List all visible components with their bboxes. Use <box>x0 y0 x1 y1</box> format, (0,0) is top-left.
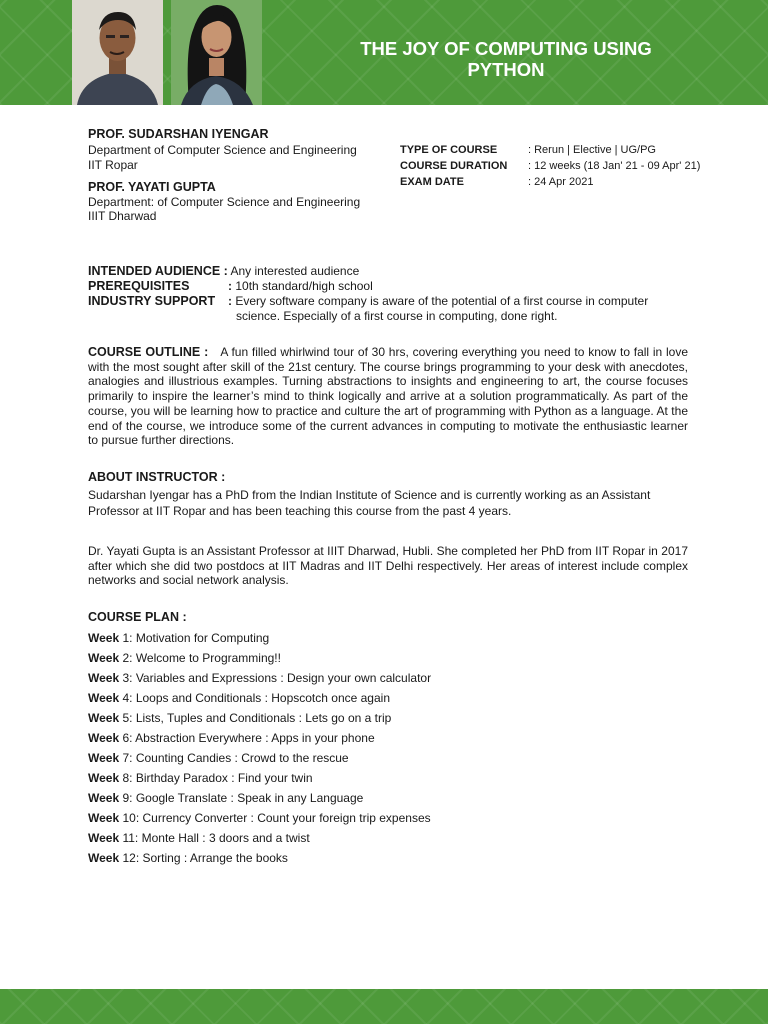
duration-value: : 12 weeks (18 Jan' 21 - 09 Apr' 21) <box>528 160 701 172</box>
week-word: Week <box>88 671 120 685</box>
week-word: Week <box>88 811 120 825</box>
footer-banner <box>0 989 768 1024</box>
plan-label: COURSE PLAN : <box>88 610 187 624</box>
week-topic: 10: Currency Converter : Count your foreign trip expenses <box>119 811 431 825</box>
week-topic: 2: Welcome to Programming!! <box>119 651 281 665</box>
audience-label: INTENDED AUDIENCE : <box>88 264 228 278</box>
plan-week-10 <box>88 811 431 825</box>
duration-label: COURSE DURATION <box>400 160 508 172</box>
audience-row <box>88 264 359 278</box>
week-topic: 5: Lists, Tuples and Conditionals : Lets go on a trip <box>119 711 392 725</box>
industry-value-row <box>228 294 648 324</box>
industry-value-line-2: science. Especially of a first course in computing, done right. <box>236 309 558 323</box>
prereq-value-row <box>228 279 373 293</box>
plan-week-8 <box>88 771 313 785</box>
week-word: Week <box>88 711 120 725</box>
exam-value: : 24 Apr 2021 <box>528 176 594 188</box>
type-value: : Rerun | Elective | UG/PG <box>528 144 656 156</box>
outline-text: A fun filled whirlwind tour of 30 hrs, covering everything you need to know to fall in love with the most sought after skill of the 21st century. The course brings programming to your desk with anecdotes, analogies and illustrious examples. Turning abstractions to insights and engineering to art, the course focuses primarily to inspire the learner’s mind to think logically and arrive at a solution programmatically. As part of the course, you will be learning how to practice and culture the art of programming with Python as a language. At the end of the course, we introduce some of the current advances in computing to motivate the enthusiastic learner to pursue further directions. <box>88 345 688 448</box>
plan-week-9 <box>88 791 363 805</box>
plan-week-1 <box>88 631 269 645</box>
week-word: Week <box>88 651 120 665</box>
week-word: Week <box>88 751 120 765</box>
week-word: Week <box>88 851 120 865</box>
course-outline <box>88 345 688 448</box>
course-title: THE JOY OF COMPUTING USING PYTHON <box>360 38 652 80</box>
type-label: TYPE OF COURSE <box>400 144 498 156</box>
instructor-dept-1: Department of Computer Science and Engineering <box>88 143 357 157</box>
exam-label: EXAM DATE <box>400 176 464 188</box>
week-topic: 8: Birthday Paradox : Find your twin <box>119 771 313 785</box>
plan-week-12 <box>88 851 288 865</box>
week-topic: 9: Google Translate : Speak in any Language <box>119 791 364 805</box>
instructor-dept-2: Department: of Computer Science and Engineering <box>88 195 361 209</box>
prereq-colon: : <box>228 279 232 293</box>
instructor-inst-1: IIT Ropar <box>88 158 138 172</box>
plan-week-3 <box>88 671 431 685</box>
plan-week-7 <box>88 751 349 765</box>
instructor-name-2: PROF. YAYATI GUPTA <box>88 180 216 194</box>
week-topic: 12: Sorting : Arrange the books <box>119 851 288 865</box>
week-word: Week <box>88 631 120 645</box>
prereq-label: PREREQUISITES <box>88 279 190 293</box>
plan-week-2 <box>88 651 281 665</box>
instructor-name-1: PROF. SUDARSHAN IYENGAR <box>88 127 269 141</box>
industry-value-line-1: Every software company is aware of the potential of a first course in computer <box>235 294 649 308</box>
header-banner <box>0 0 768 105</box>
plan-week-4 <box>88 691 390 705</box>
plan-week-5 <box>88 711 391 725</box>
week-topic: 4: Loops and Conditionals : Hopscotch once again <box>119 691 390 705</box>
week-word: Week <box>88 791 120 805</box>
industry-colon: : <box>228 294 232 308</box>
outline-label: COURSE OUTLINE : <box>88 345 209 359</box>
week-topic: 6: Abstraction Everywhere : Apps in your phone <box>119 731 375 745</box>
industry-row <box>88 294 215 308</box>
audience-value: Any interested audience <box>230 264 360 278</box>
instructor-photo-yayati <box>171 0 262 105</box>
about-para-2: Dr. Yayati Gupta is an Assistant Professor at IIIT Dharwad, Hubli. She completed her PhD from IIT Ropar in 2017 after which she did two postdocs at IIT Madras and IIT Delhi respectively. Her areas of interest include complex networks and social network analysis. <box>88 544 688 588</box>
week-word: Week <box>88 771 120 785</box>
plan-week-6 <box>88 731 375 745</box>
about-label: ABOUT INSTRUCTOR : <box>88 470 226 484</box>
week-word: Week <box>88 731 120 745</box>
plan-week-11 <box>88 831 310 845</box>
prereq-row <box>88 279 189 293</box>
week-word: Week <box>88 691 120 705</box>
course-info <box>400 142 730 192</box>
instructor-inst-2: IIIT Dharwad <box>88 209 157 223</box>
prereq-value: 10th standard/high school <box>235 279 373 293</box>
about-para-1: Sudarshan Iyengar has a PhD from the Indian Institute of Science and is currently working as an Assistant Professor at IIT Ropar and has been teaching this course from the past 4 years. <box>88 488 651 518</box>
week-topic: 3: Variables and Expressions : Design your own calculator <box>119 671 432 685</box>
week-topic: 11: Monte Hall : 3 doors and a twist <box>119 831 310 845</box>
industry-label: INDUSTRY SUPPORT <box>88 294 216 308</box>
instructor-photo-sudarshan <box>72 0 163 105</box>
week-word: Week <box>88 831 120 845</box>
week-topic: 7: Counting Candies : Crowd to the rescue <box>119 751 349 765</box>
week-topic: 1: Motivation for Computing <box>119 631 270 645</box>
